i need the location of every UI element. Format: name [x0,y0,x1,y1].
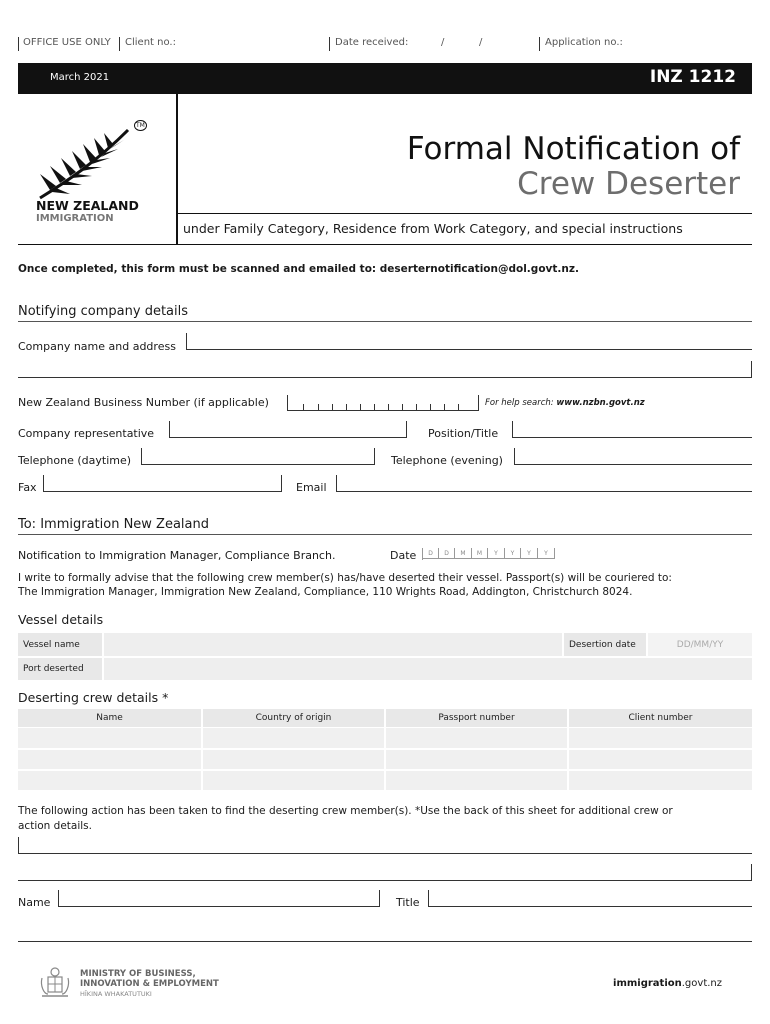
crew-row-2-country[interactable] [203,750,384,769]
crew-col-country: Country of origin [203,709,384,727]
ministry-line-3: HĪKINA WHAKATUTUKI [80,990,152,998]
company-address-field[interactable] [18,361,752,378]
action-line-1: The following action has been taken to find the deserting crew member(s). *Use the back of this sheet for additional crew or [18,805,673,817]
crew-row-2-name[interactable] [18,750,201,769]
crew-col-name: Name [18,709,201,727]
header-divider [176,94,178,244]
crew-row-1-client[interactable] [569,728,752,748]
date-received-label: Date received: [335,37,409,48]
email-field[interactable] [336,475,752,492]
tel-day-field[interactable] [141,448,375,465]
nzbn-link[interactable]: www.nzbn.govt.nz [556,398,645,408]
crew-row-1-passport[interactable] [386,728,567,748]
tel-eve-label: Telephone (evening) [391,454,503,467]
company-name-label: Company name and address [18,340,176,353]
advise-line-1: I write to formally advise that the following crew member(s) has/have deserted their vessel. Passport(s) will be couriered to: [18,572,672,584]
page-title: Formal Notification of [406,131,740,167]
footer-website[interactable]: immigration.govt.nz [613,978,722,989]
notification-text: Notification to Immigration Manager, Compliance Branch. [18,549,336,562]
signatory-name-field[interactable] [58,890,380,907]
office-use-label: OFFICE USE ONLY [23,37,111,48]
crew-row-2-client[interactable] [569,750,752,769]
application-no-label: Application no.: [545,37,623,48]
logo-line-1: NEW ZEALAND [36,198,139,213]
position-label: Position/Title [428,427,499,440]
ministry-line-1: MINISTRY OF BUSINESS, [80,969,196,979]
fax-label: Fax [18,481,37,494]
to-section-heading: To: Immigration New Zealand [18,517,209,532]
signatory-name-label: Name [18,896,51,909]
mbie-logo [38,966,238,1000]
signatory-title-label: Title [396,896,420,909]
crew-section-heading: Deserting crew details * [18,690,169,705]
port-deserted-label: Port deserted [18,658,102,680]
nzbn-field[interactable] [287,395,479,411]
action-field-1[interactable] [18,837,752,854]
office-use-bar: OFFICE USE ONLY Client no.: Date received: / / Application no.: [18,37,748,51]
date-label: Date [390,549,417,562]
fax-field[interactable] [43,475,282,492]
crew-col-client: Client number [569,709,752,727]
action-field-2[interactable] [18,864,752,881]
submission-instructions: Once completed, this form must be scanned and emailed to: deserternotification@dol.govt.nz. [18,263,579,275]
nzbn-label: New Zealand Business Number (if applicable) [18,396,269,409]
page-title-line-2: Crew Deserter [517,166,740,202]
vessel-section-heading: Vessel details [18,612,104,627]
form-date: March 2021 [50,72,110,83]
company-section-heading: Notifying company details [18,304,189,319]
header-banner [18,63,752,94]
crew-row-1-country[interactable] [203,728,384,748]
position-field[interactable] [512,421,752,438]
tel-day-label: Telephone (daytime) [18,454,132,467]
crew-row-1-name[interactable] [18,728,201,748]
crew-row-3-passport[interactable] [386,771,567,790]
signatory-title-field[interactable] [428,890,752,907]
client-no-label: Client no.: [125,37,176,48]
page-subtitle: under Family Category, Residence from Work Category, and special instructions [183,221,683,236]
silver-fern-icon [36,122,146,202]
crew-row-3-name[interactable] [18,771,201,790]
form-code: INZ 1212 [649,67,736,87]
company-name-field[interactable] [186,333,752,350]
coat-of-arms-icon [38,966,72,1000]
representative-label: Company representative [18,427,155,440]
logo-line-2: IMMIGRATION [36,213,114,224]
crew-row-3-client[interactable] [569,771,752,790]
crew-row-3-country[interactable] [203,771,384,790]
crew-col-passport: Passport number [386,709,567,727]
vessel-name-field[interactable] [104,633,562,656]
email-label: Email [296,481,327,494]
advise-line-2: The Immigration Manager, Immigration New Zealand, Compliance, 110 Wrights Road, Addington, Christchurch 8024. [18,586,633,598]
vessel-name-label: Vessel name [18,633,102,656]
representative-field[interactable] [169,421,407,438]
desertion-date-field[interactable]: DD/MM/YY [648,633,752,656]
action-line-2: action details. [18,820,92,832]
desertion-date-label: Desertion date [564,633,646,656]
date-field[interactable]: D D M M Y Y Y Y [422,548,554,560]
crew-row-2-passport[interactable] [386,750,567,769]
port-deserted-field[interactable] [104,658,752,680]
logo-tm: TM [136,122,145,129]
ministry-line-2: INNOVATION & EMPLOYMENT [80,979,219,989]
nzbn-help: For help search: www.nzbn.govt.nz [485,398,645,408]
nz-immigration-logo [34,118,164,228]
tel-eve-field[interactable] [514,448,752,465]
